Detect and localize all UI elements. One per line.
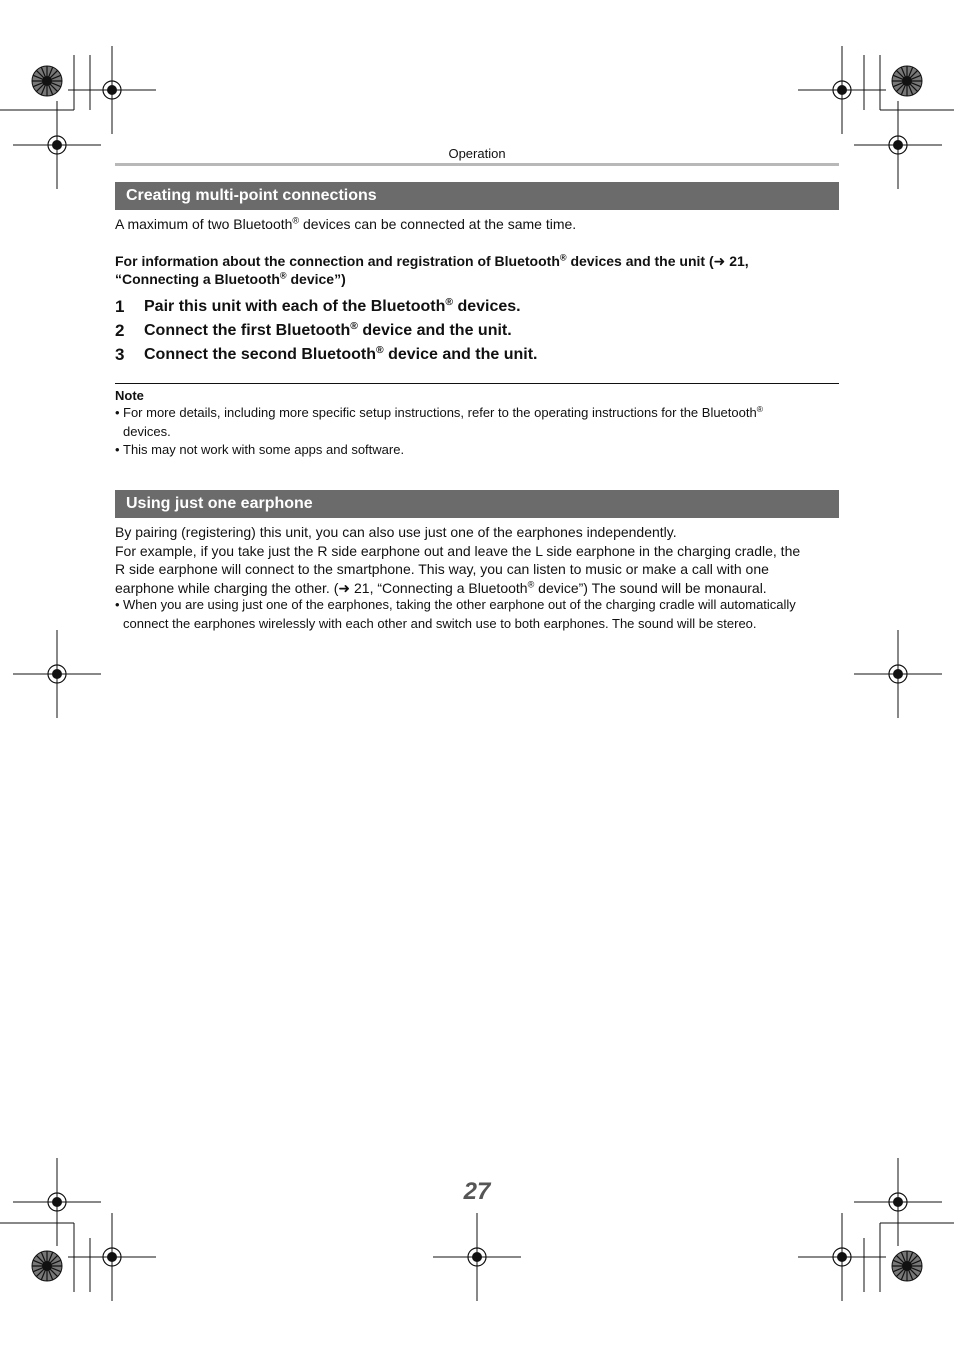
note-bullet: • For more details, including more specific setup instructions, refer to the operating instructions for the Bluetooth® devices.: [115, 403, 763, 439]
side-mark-left: [13, 630, 101, 718]
step-item: [115, 321, 839, 343]
arrow-right-icon: ➜: [338, 579, 351, 596]
step-text: Connect the first Bluetooth® device and the unit.: [144, 320, 512, 339]
section-heading-multipoint: Creating multi-point connections: [115, 182, 839, 210]
side-mark-right: [854, 630, 942, 718]
step-item: [115, 297, 839, 319]
step-number: 2: [115, 321, 125, 340]
corner-mark-top-right: [798, 46, 954, 189]
one-earphone-description: By pairing (registering) this unit, you can also use just one of the earphones independently. For example, if you take just the R side earphone out and leave the L side earphone in the charging cradle, the R side earphone will connect to the smartphone. This way, you can listen to music or make a call with one earphone while charging the other. (➜ 21, “Connecting a Bluetooth® device”) The sound will be monaural.: [115, 524, 801, 596]
step-number: 1: [115, 297, 125, 316]
page-number: 27: [463, 1178, 491, 1205]
arrow-right-icon: ➜: [713, 253, 726, 269]
bottom-center-mark: [433, 1213, 521, 1301]
step-item: [115, 345, 839, 367]
corner-mark-top-left: [0, 46, 156, 189]
header-rule: [115, 163, 839, 166]
step-text: Pair this unit with each of the Bluetooth® devices.: [144, 296, 521, 315]
note-rule: [115, 383, 839, 384]
connection-info-reference: For information about the connection and registration of Bluetooth® devices and the unit (➜ 21, “Connecting a Bluetooth® device”): [115, 252, 749, 287]
running-header: Operation: [448, 146, 506, 161]
section-heading-one-earphone: Using just one earphone: [115, 490, 839, 518]
multipoint-intro: A maximum of two Bluetooth® devices can be connected at the same time.: [115, 215, 577, 232]
step-number: 3: [115, 345, 125, 364]
step-text: Connect the second Bluetooth® device and the unit.: [144, 344, 538, 363]
one-earphone-bullet: • When you are using just one of the earphones, taking the other earphone out of the charging cradle will automatically connect the earphones wirelessly with each other and switch use to both earphones. The sound will be stereo.: [115, 597, 796, 631]
note-title: Note: [115, 388, 144, 403]
note-bullet: • This may not work with some apps and software.: [115, 442, 405, 457]
